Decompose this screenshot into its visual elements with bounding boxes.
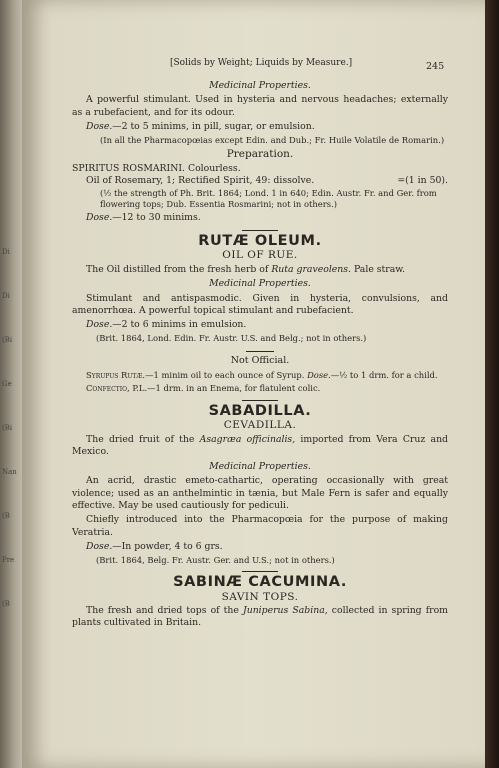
section-subtitle-sabinae: SAVIN TOPS. <box>221 590 299 603</box>
section-title-sabadilla: SABADILLA. <box>208 403 312 420</box>
preparation-note: (½ the strength of Ph. Brit. 1864; Lond. 1 in 640; Edin. Austr. Fr. and Ger. from flowering tops; Dub. Essentia Rosmarini; not in others.) <box>100 188 437 210</box>
desc-text: The Oil distilled from the fresh herb of <box>86 263 272 275</box>
spine-mark: (B <box>2 512 10 520</box>
preparation-name <box>72 163 448 175</box>
desc-text: imported from Vera Cruz and Mexico. <box>72 433 449 458</box>
rutae-subhead: Medicinal Properties. <box>209 278 311 290</box>
prep-name: SPIRITUS ROSMARINI. <box>72 162 185 174</box>
sabadilla-dose <box>86 541 448 553</box>
sabadilla-subhead: Medicinal Properties. <box>209 460 311 472</box>
prep-line: Oil of Rosemary, 1; Rectified Spirit, 49: dissolve. <box>86 175 315 187</box>
dose-text: —2 to 6 minims in emulsion. <box>112 319 247 331</box>
section-title-sabinae: SABINÆ CACUMINA. <box>173 574 347 591</box>
dose-text: —2 to 5 minims, in pill, sugar, or emulsion. <box>112 121 315 133</box>
sabadilla-note: (Brit. 1864, Belg. Fr. Austr. Ger. and U.S.; not in others.) <box>96 554 335 565</box>
section-divider <box>242 571 278 572</box>
dose-text: —½ to 1 drm. for a child. <box>330 369 438 380</box>
dose-label: Dose. <box>86 541 113 553</box>
rosmarinus-note: (In all the Pharmacopœias except Edin. and Dub.; Fr. Huile Volatile de Romarin.) <box>100 134 445 145</box>
dose-text: —12 to 30 minims. <box>112 211 201 223</box>
spine-marks <box>2 230 20 626</box>
section-subtitle-rutae: OIL OF RUE. <box>222 249 298 262</box>
species-name: Ruta graveolens. <box>271 263 352 275</box>
spine-mark: Di <box>2 248 10 256</box>
rosmarinus-dose <box>86 121 448 133</box>
spine-mark: Pre <box>2 556 15 564</box>
sabadilla-properties: An acrid, drastic emeto-cathartic, operating occasionally with great violence; used as an anthelmintic in tænia, but Male Fern is safer and equally effective. May be used cautiously for pediculi. <box>72 475 448 511</box>
page-number: 245 <box>426 61 445 72</box>
not-official-title: Not Official. <box>230 355 290 367</box>
prep-text: —1 minim oil to each ounce of Syrup. <box>145 369 305 380</box>
rutae-note: (Brit. 1864, Lond. Edin. Fr. Austr. U.S. and Belg.; not in others.) <box>96 332 367 343</box>
spine-mark: (B <box>2 600 10 608</box>
rosmarinus-subhead: Medicinal Properties. <box>209 80 311 91</box>
species-name: Asagræa officinalis, <box>199 433 296 445</box>
sabadilla-description <box>72 434 448 459</box>
dose-text: —In powder, 4 to 6 grs. <box>112 541 223 553</box>
rutae-dose <box>86 319 448 331</box>
running-head: [Solids by Weight; Liquids by Measure.] <box>170 58 353 68</box>
desc-text: collected in spring from plants cultivated in Britain. <box>72 604 448 629</box>
prep-desc: Colourless. <box>187 162 241 174</box>
prep-name: Syrupus Rutæ. <box>86 369 146 380</box>
section-divider <box>242 230 278 231</box>
preparation-title: Preparation. <box>226 148 294 161</box>
species-name: Juniperus Sabina, <box>242 604 328 616</box>
rutae-description <box>72 264 448 276</box>
desc-text: Pale straw. <box>351 263 406 275</box>
section-divider <box>242 400 278 401</box>
prep-name: Confectio, P.L. <box>86 383 148 394</box>
dose-label: Dose. <box>307 369 331 380</box>
rosmarinus-properties: A powerful stimulant. Used in hysteria and nervous headaches; externally as a rubefacient, and for its odour. <box>72 94 448 118</box>
spine-mark: Ge <box>2 380 12 388</box>
dose-label: Dose. <box>86 211 113 223</box>
spine-mark: (Bi <box>2 424 13 432</box>
sabadilla-note-veratria: Chiefly introduced into the Pharmacopœia for the purpose of making Veratria. <box>72 514 448 538</box>
preparation-formula <box>86 175 448 187</box>
syrupus-entry <box>72 370 448 381</box>
desc-text: The dried fruit of the <box>86 433 200 445</box>
minor-divider <box>246 351 274 352</box>
sabinae-description <box>72 605 448 630</box>
preparation-dose <box>86 212 448 224</box>
spine-mark: Nan <box>2 468 17 476</box>
book-cover-edge <box>485 0 499 768</box>
section-title-rutae: RUTÆ OLEUM. <box>198 233 322 250</box>
dose-label: Dose. <box>86 121 113 133</box>
rutae-properties: Stimulant and antispasmodic. Given in hysteria, convulsions, and amenorrhœa. A powerful topical stimulant and rubefacient. <box>72 292 448 317</box>
desc-text: The fresh and dried tops of the <box>86 604 243 616</box>
spine-mark: Di <box>2 292 10 300</box>
prep-ratio: =(1 in 50). <box>397 175 448 187</box>
prep-text: —1 drm. in an Enema, for flatulent colic. <box>147 383 321 394</box>
confectio-entry <box>72 383 448 394</box>
spine-mark: (Bi <box>2 336 13 344</box>
dose-label: Dose. <box>86 319 113 331</box>
page-content <box>72 78 448 630</box>
section-subtitle-sabadilla: CEVADILLA. <box>223 419 297 432</box>
